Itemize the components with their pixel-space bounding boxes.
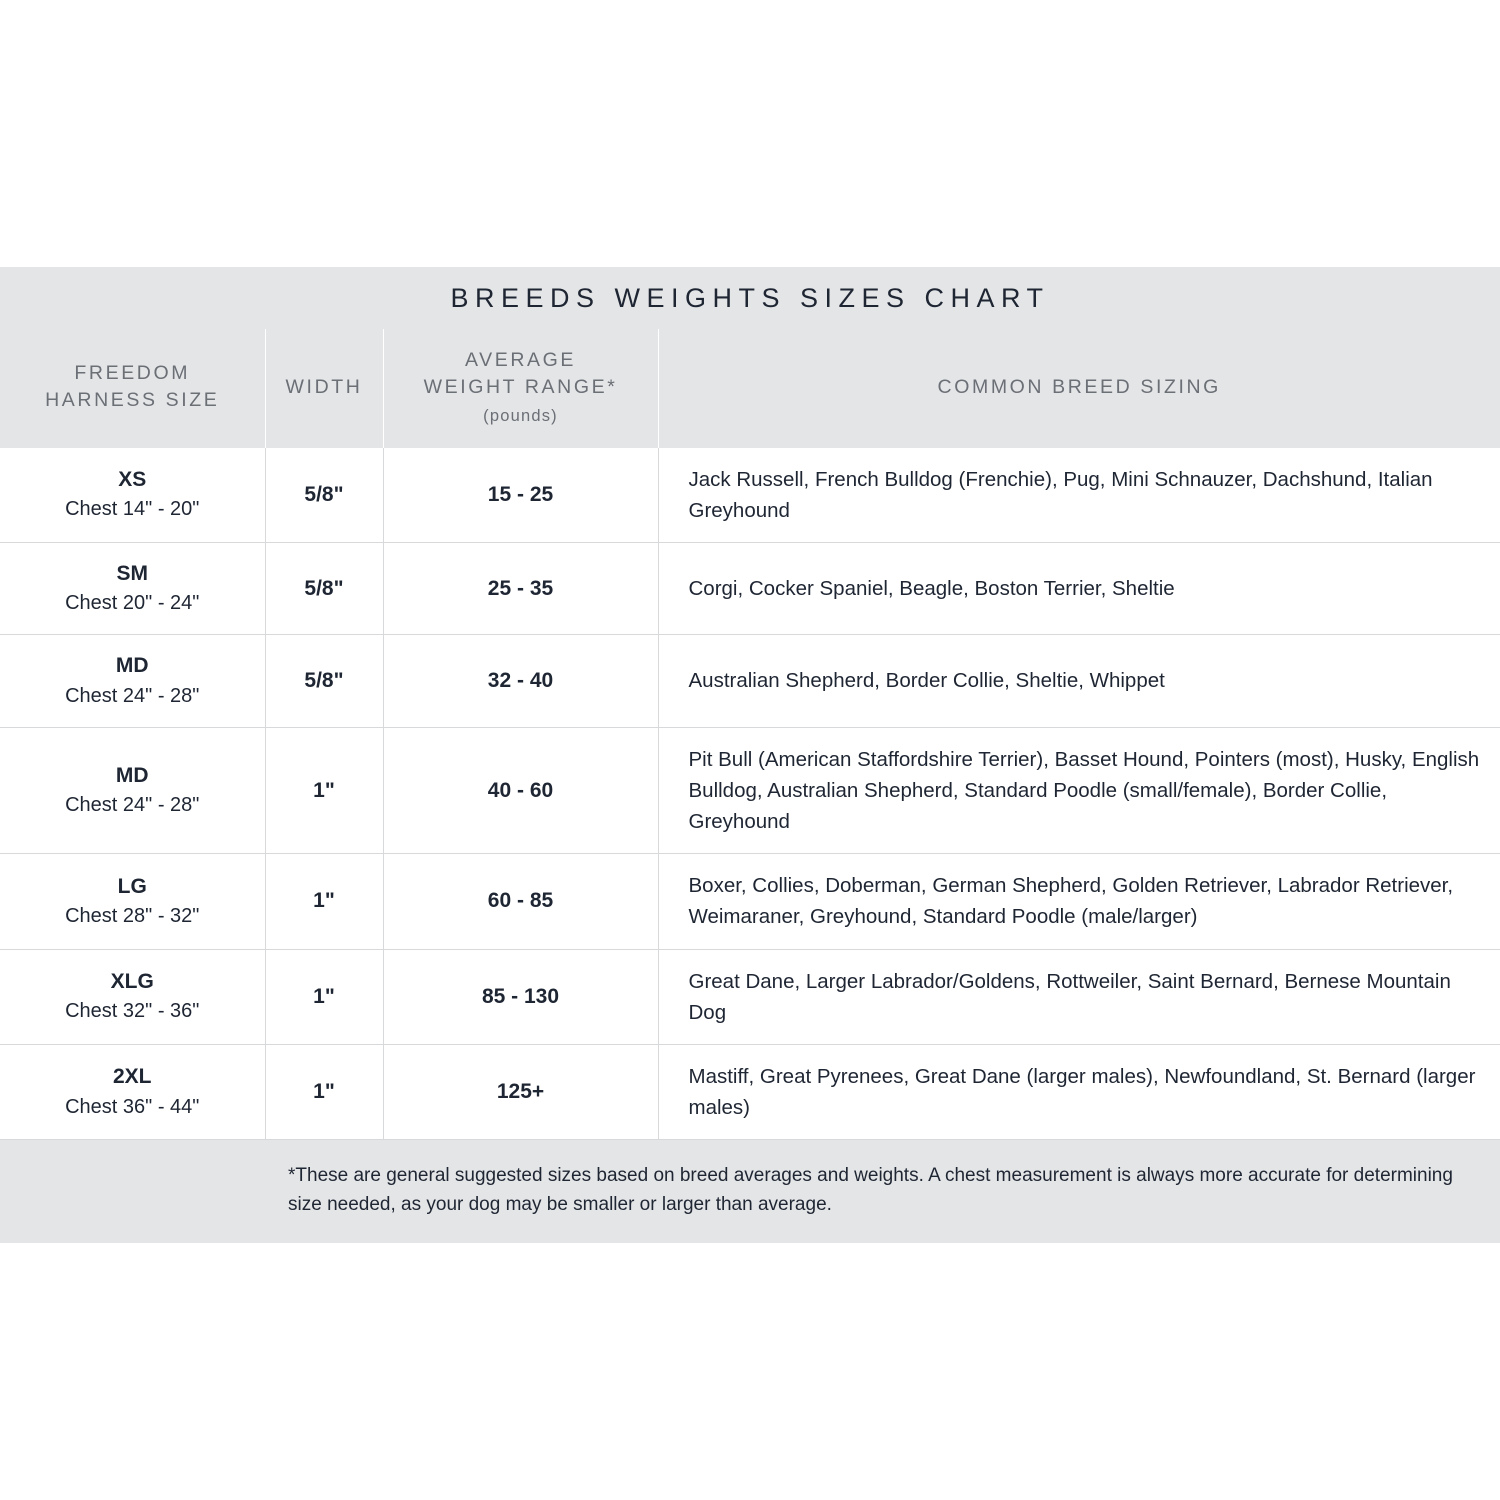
cell-harness-size [0, 448, 265, 543]
table-body [0, 448, 1500, 1140]
footnote-text: *These are general suggested sizes based on breed averages and weights. A chest measurement is always more accurate for determining size needed, as your dog may be smaller or larger than average. [288, 1165, 1453, 1215]
cell-breeds: Boxer, Collies, Doberman, German Shepherd, Golden Retriever, Labrador Retriever, Weimaraner, Greyhound, Standard Poodle (male/larger) [658, 854, 1500, 949]
cell-harness-size [0, 727, 265, 853]
cell-breeds: Mastiff, Great Pyrenees, Great Dane (larger males), Newfoundland, St. Bernard (larger males) [658, 1044, 1500, 1139]
size-label: XLG [110, 969, 154, 993]
cell-harness-size [0, 854, 265, 949]
cell-weight-range: 32 - 40 [383, 635, 658, 727]
cell-width: 1" [265, 727, 383, 853]
cell-weight-range: 40 - 60 [383, 727, 658, 853]
column-header-width: WIDTH [265, 329, 383, 448]
table-header [0, 329, 1500, 448]
breeds-weights-sizes-table [0, 329, 1500, 1243]
table-row [0, 727, 1500, 853]
chest-range: Chest 24" - 28" [65, 794, 200, 817]
table-row [0, 542, 1500, 634]
cell-harness-size [0, 949, 265, 1044]
chest-range: Chest 24" - 28" [65, 684, 200, 707]
size-label: 2XL [112, 1065, 152, 1089]
table-row [0, 854, 1500, 949]
cell-width: 1" [265, 1044, 383, 1139]
cell-width: 1" [265, 949, 383, 1044]
cell-breeds: Corgi, Cocker Spaniel, Beagle, Boston Terrier, Sheltie [658, 542, 1500, 634]
footnote-row [0, 1140, 1500, 1244]
harness-size-line-2: HARNESS SIZE [45, 389, 220, 412]
column-header-weight-range [383, 329, 658, 448]
chest-range: Chest 14" - 20" [65, 498, 200, 521]
cell-weight-range: 85 - 130 [383, 949, 658, 1044]
chest-range: Chest 32" - 36" [65, 1000, 200, 1023]
harness-size-line-1: FREEDOM [74, 362, 191, 385]
cell-weight-range: 125+ [383, 1044, 658, 1139]
cell-harness-size [0, 1044, 265, 1139]
cell-weight-range: 60 - 85 [383, 854, 658, 949]
cell-breeds: Australian Shepherd, Border Collie, Sheltie, Whippet [658, 635, 1500, 727]
column-header-harness-size [0, 329, 265, 448]
size-label: MD [115, 654, 149, 678]
weight-range-line-2: WEIGHT RANGE* [423, 375, 618, 398]
table-header-row [0, 329, 1500, 448]
cell-harness-size [0, 542, 265, 634]
weight-range-units: (pounds) [483, 406, 558, 425]
cell-weight-range: 25 - 35 [383, 542, 658, 634]
page-title: BREEDS WEIGHTS SIZES CHART [450, 282, 1050, 313]
chart-title-bar [0, 267, 1500, 329]
footnote-cell [0, 1140, 1500, 1244]
cell-harness-size [0, 635, 265, 727]
column-header-common-breed-sizing: COMMON BREED SIZING [658, 329, 1500, 448]
cell-width: 5/8" [265, 542, 383, 634]
size-label: MD [115, 763, 149, 787]
weight-range-line-1: AVERAGE [464, 349, 577, 371]
cell-breeds: Pit Bull (American Staffordshire Terrier), Basset Hound, Pointers (most), Husky, English Bulldog, Australian Shepherd, Standard Poodle (small/female), Border Collie, Greyhound [658, 727, 1500, 853]
table-footer [0, 1140, 1500, 1244]
chest-range: Chest 20" - 24" [65, 592, 200, 615]
table-row [0, 635, 1500, 727]
size-label: SM [116, 561, 148, 585]
size-label: XS [118, 468, 147, 492]
table-row [0, 448, 1500, 543]
chest-range: Chest 28" - 32" [65, 905, 200, 928]
size-chart-container [0, 267, 1500, 1243]
cell-width: 5/8" [265, 635, 383, 727]
table-row [0, 1044, 1500, 1139]
cell-breeds: Great Dane, Larger Labrador/Goldens, Rottweiler, Saint Bernard, Bernese Mountain Dog [658, 949, 1500, 1044]
cell-weight-range: 15 - 25 [383, 448, 658, 543]
chest-range: Chest 36" - 44" [65, 1095, 200, 1118]
cell-width: 1" [265, 854, 383, 949]
cell-width: 5/8" [265, 448, 383, 543]
table-row [0, 949, 1500, 1044]
size-label: LG [117, 874, 147, 898]
cell-breeds: Jack Russell, French Bulldog (Frenchie), Pug, Mini Schnauzer, Dachshund, Italian Greyhound [658, 448, 1500, 543]
